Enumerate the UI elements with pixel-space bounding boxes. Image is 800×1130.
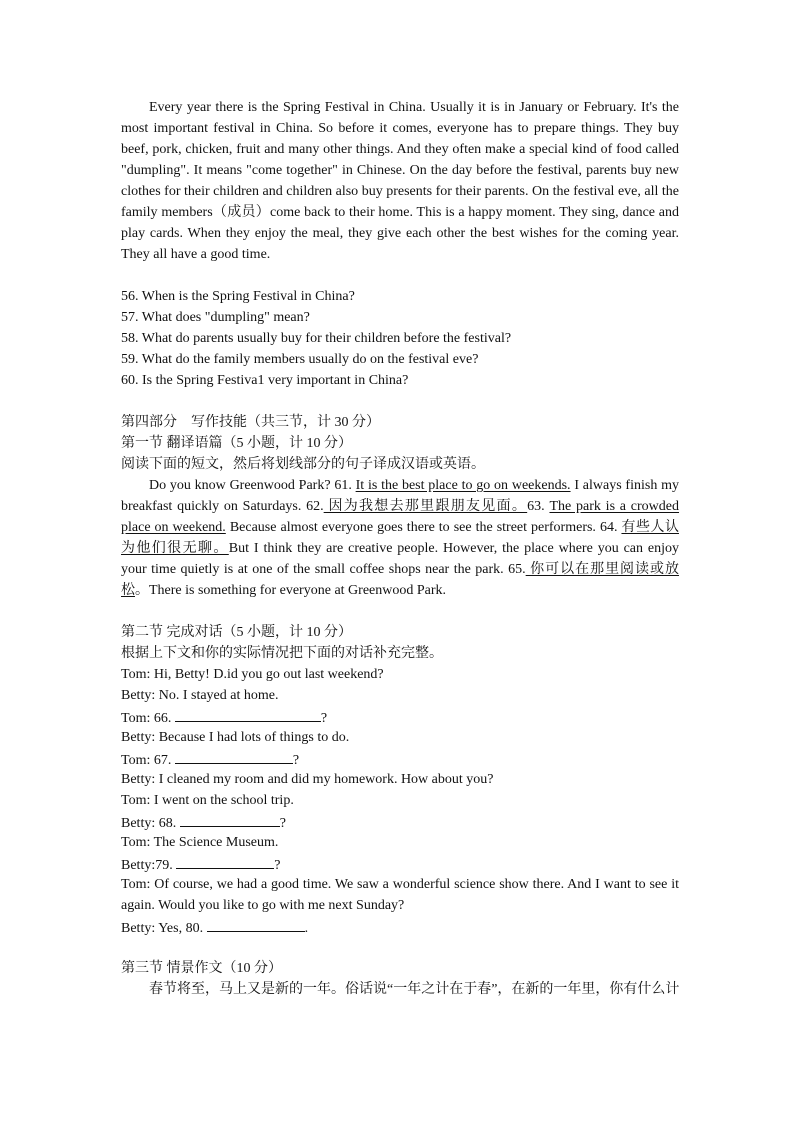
dialogue-line-80 <box>121 916 679 937</box>
dialogue-prefix: Tom: 66. <box>121 711 175 726</box>
dialogue-prefix: Tom: 67. <box>121 753 175 768</box>
answer-blank-79[interactable] <box>176 853 274 869</box>
translation-underlined-63: The park is a crowded place on weekend. <box>121 499 680 535</box>
dialogue-line: Tom: Of course, we had a good time. We saw a wonderful science show there. And I want to see it again. Would you like to go with me next Sunday? <box>121 877 679 913</box>
translation-underlined-61: It is the best place to go on weekends. <box>355 478 571 493</box>
dialogue-suffix: ? <box>320 711 328 726</box>
translation-text: 。There is something for everyone at Greenwood Park. <box>135 583 447 598</box>
translation-text: But I think they are creative people. However, the place where you can enjoy your time quietly is at one of the small coffee shops near the park. 65. <box>121 541 680 577</box>
section2-instruction: 根据上下文和你的实际情况把下面的对话补充完整。 <box>121 646 443 661</box>
translation-underlined-62: 因为我想去那里跟朋友见面。 <box>323 499 528 514</box>
question-57: 57. What does "dumpling" mean? <box>121 310 310 325</box>
answer-blank-66[interactable] <box>175 706 321 722</box>
section2-heading: 第二节 完成对话（5 小题，计 10 分） <box>121 625 352 640</box>
dialogue-line: Betty: Because I had lots of things to do. <box>121 730 350 745</box>
dialogue-line: Betty: No. I stayed at home. <box>121 688 279 703</box>
dialogue-suffix: . <box>304 921 309 936</box>
question-59: 59. What do the family members usually do on the festival eve? <box>121 352 479 367</box>
page-content <box>121 97 679 1000</box>
question-56: 56. When is the Spring Festival in China? <box>121 289 355 304</box>
answer-blank-67[interactable] <box>175 748 293 764</box>
question-60: 60. Is the Spring Festiva1 very important in China? <box>121 373 409 388</box>
question-58: 58. What do parents usually buy for their children before the festival? <box>121 331 512 346</box>
translation-text: 63. <box>527 499 550 514</box>
dialogue-suffix: ? <box>279 816 286 831</box>
dialogue <box>121 664 679 937</box>
reading-passage: Every year there is the Spring Festival in China. Usually it is in January or February. It's the most important festival in China. So before it comes, everyone has to prepare things. They buy beef, pork, chicken, fruit and many other things. And they often make a special kind of food called "dumpling". It means "come together" in Chinese. On the day before the festival, parents buy new clothes for their children and children also buy presents for their parents. On the festival eve, all the family members（成员）come back to their home. This is a happy moment. They sing, dance and play cards. When they enjoy the meal, they give each other the best wishes for the coming year. They all have a good time. <box>121 100 679 262</box>
dialogue-prefix: Betty:79. <box>121 858 177 873</box>
translation-passage <box>121 475 679 601</box>
dialogue-line: Tom: The Science Museum. <box>121 835 279 850</box>
translation-text: I always finish my breakfast quickly on Saturdays. 62. <box>121 478 679 514</box>
section3-heading: 第三节 情景作文（10 分） <box>121 961 282 976</box>
dialogue-prefix: Betty: Yes, 80. <box>121 921 207 936</box>
translation-underlined-65: 你可以在那里阅读或放松 <box>121 562 680 598</box>
translation-text: Do you know Greenwood Park? 61. <box>149 478 356 493</box>
part4-heading: 第四部分 写作技能（共三节，计 30 分） <box>121 415 380 430</box>
translation-underlined-64: 有些人认为他们很无聊。 <box>121 520 679 556</box>
dialogue-line-68 <box>121 811 679 832</box>
dialogue-suffix: ? <box>274 858 281 873</box>
dialogue-line: Tom: I went on the school trip. <box>121 793 294 808</box>
dialogue-prefix: Betty: 68. <box>121 816 180 831</box>
dialogue-suffix: ? <box>292 753 300 768</box>
answer-blank-80[interactable] <box>207 916 305 932</box>
section1-heading: 第一节 翻译语篇（5 小题，计 10 分） <box>121 436 352 451</box>
dialogue-line: Tom: Hi, Betty! D.id you go out last weekend? <box>121 667 384 682</box>
question-list <box>121 286 679 391</box>
translation-text: Because almost everyone goes there to see the street performers. 64. <box>225 520 622 535</box>
section1-instruction: 阅读下面的短文，然后将划线部分的句子译成汉语或英语。 <box>121 457 485 472</box>
dialogue-line-66 <box>121 706 679 727</box>
section3-prompt: 春节将至，马上又是新的一年。俗话说“一年之计在于春”，在新的一年里，你有什么计 <box>149 982 680 997</box>
dialogue-line: Betty: I cleaned my room and did my homework. How about you? <box>121 772 494 787</box>
dialogue-line-67 <box>121 748 679 769</box>
answer-blank-68[interactable] <box>180 811 280 827</box>
dialogue-line-79 <box>121 853 679 874</box>
